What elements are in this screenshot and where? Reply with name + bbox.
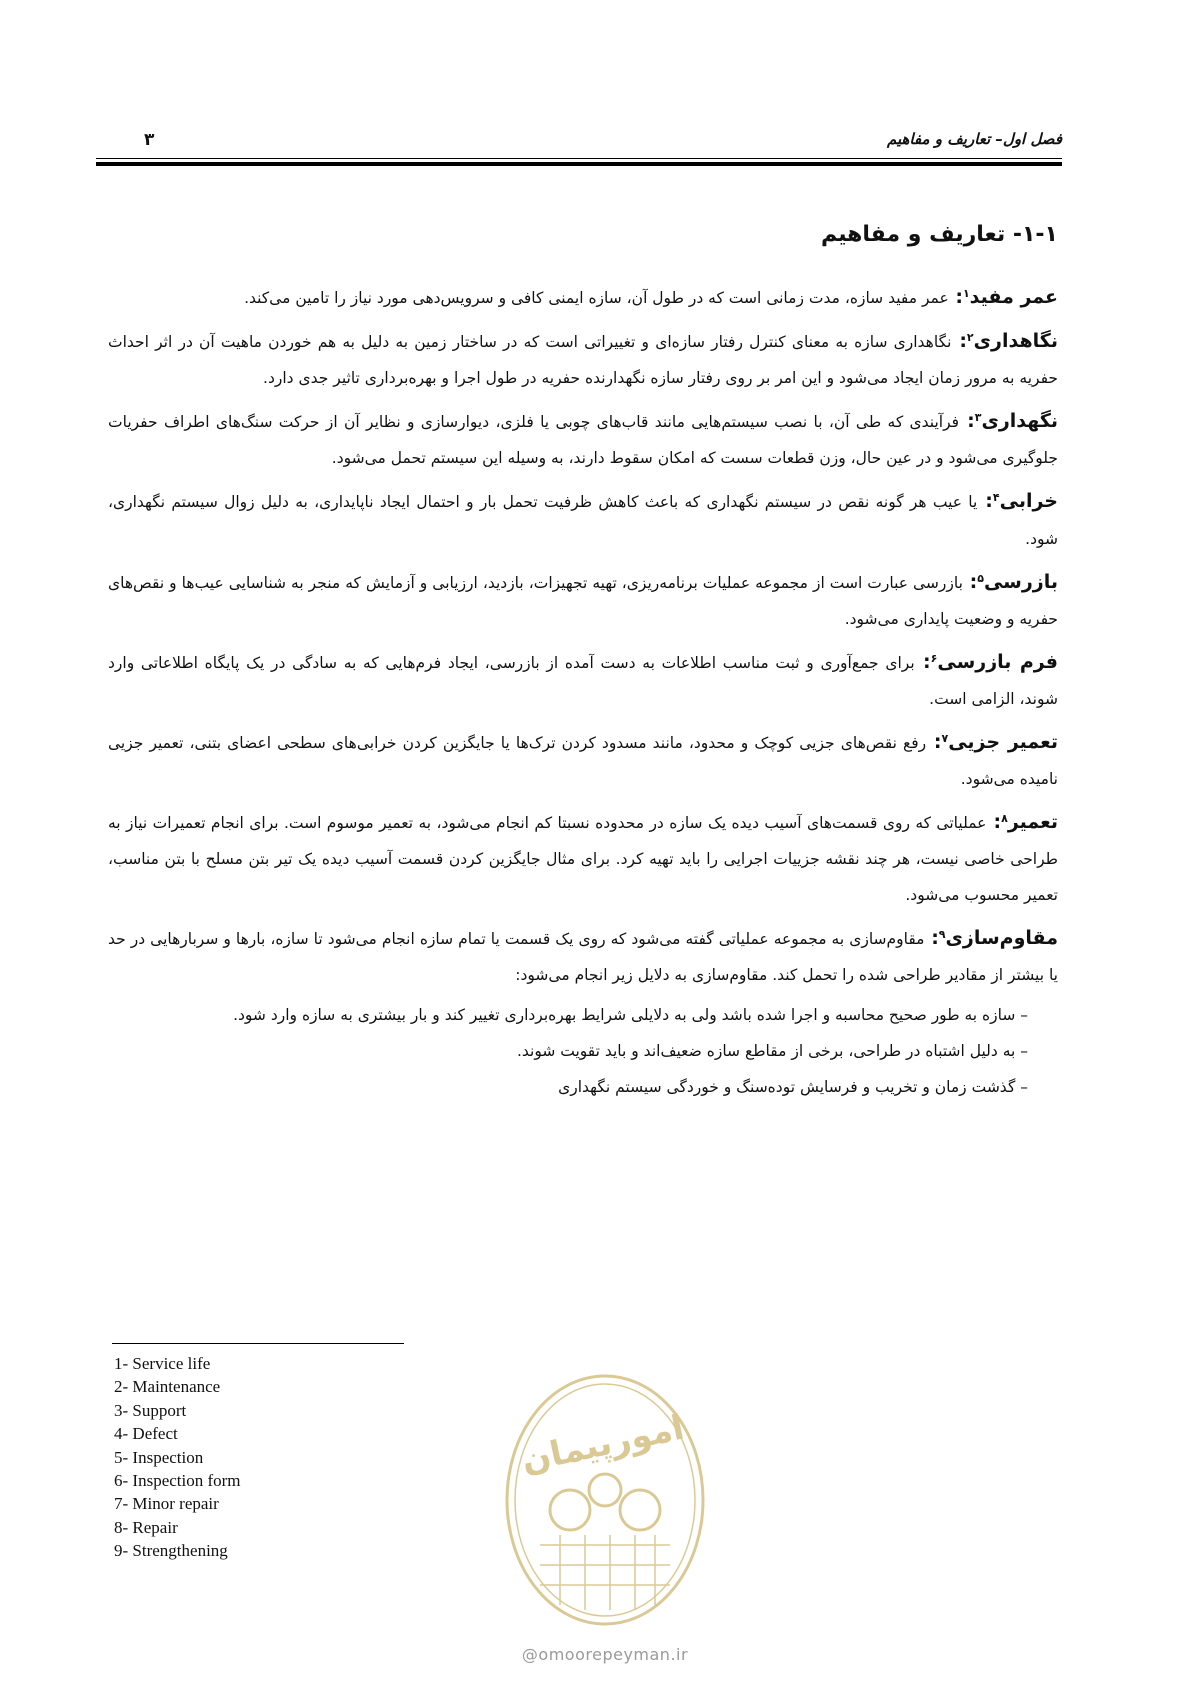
- term-name: نگاهداری: [973, 330, 1058, 353]
- main-content: [108, 220, 1058, 1105]
- term-definition: مقاوم‌سازی به مجموعه عملیاتی گفته می‌شود که روی یک قسمت یا تمام سازه انجام می‌شود تا سازه، بارها و سربارهایی در حد یا بیشتر از مقادیر طراحی شده را تحمل کند. مقاوم‌سازی به دلایل زیر انجام می‌شود:: [108, 930, 1058, 985]
- list-item: – سازه به طور صحیح محاسبه و اجرا شده باشد ولی به دلایلی شرایط بهره‌برداری تغییر کند و بار بیشتری به سازه وارد شود.: [233, 1006, 1028, 1025]
- definition-paragraph: نگاهداری$^۲$: نگاهداری سازه به معنای کنترل رفتار سازه‌ای و تغییراتی است که در ساختار زمین به دلیل به هم خوردن ماهیت آن در اثر احداث حفریه به مرور زمان ایجاد می‌شود و این امر بر روی رفتار سازه نگهدارنده حفریه در طول اجرا و بهره‌برداری تاثیر جدی دارد.: [108, 330, 1058, 388]
- definition-paragraph: فرم بازرسی$^۶$: برای جمع‌آوری و ثبت مناسب اطلاعات به دست آمده از بازرسی، ایجاد فرم‌هایی که به سادگی در یک پایگاه اطلاعاتی وارد شوند، الزامی است.: [108, 650, 1059, 708]
- footnote-ref: ۷: [941, 731, 949, 745]
- footnote-item: 6- Inspection form: [114, 1471, 241, 1491]
- footnote-ref: ۱: [962, 287, 970, 300]
- term-name: خرابی: [999, 490, 1058, 513]
- footnote-item: 2- Maintenance: [114, 1377, 221, 1397]
- term-name: مقاوم‌سازی: [945, 927, 1058, 950]
- strengthening-reasons-list: [108, 997, 1058, 1105]
- term-name: فرم بازرسی: [937, 650, 1059, 673]
- footnote-item: 3- Support: [114, 1400, 187, 1420]
- term-definition: برای جمع‌آوری و ثبت مناسب اطلاعات به دست آمده از بازرسی، ایجاد فرم‌هایی که به سادگی در یک پایگاه اطلاعاتی وارد شوند، الزامی است.: [108, 653, 1058, 708]
- term-definition: عملیاتی که روی قسمت‌های آسیب دیده یک سازه در محدوده نسبتا کم انجام می‌شود، به تعمیر موسوم است. برای انجام تعمیرات نیاز به طراحی خاصی نیست، هر چند نقشه جزییات اجرایی را باید تهیه کرد. برای مثال جایگزین کردن قسمت آسیب دیده یک تیر بتن مسلح با بتن مناسب، تعمیر محسوب می‌شود.: [108, 814, 1058, 905]
- definition-paragraph: خرابی$^۴$: یا عیب هر گونه نقص در سیستم نگهداری که باعث کاهش ظرفیت تحمل بار و احتمال ایجاد ناپایداری، به دلیل زوال سیستم نگهداری، شود.: [108, 490, 1058, 548]
- term-name: بازرسی: [983, 570, 1058, 593]
- footnote-ref: ۸: [1001, 812, 1008, 826]
- seal-text: امورپیمان: [517, 1407, 688, 1481]
- footnote-ref: ۵: [977, 571, 984, 585]
- definition-paragraph: تعمیر$^۸$: عملیاتی که روی قسمت‌های آسیب دیده یک سازه در محدوده نسبتا کم انجام می‌شود، به تعمیر موسوم است. برای انجام تعمیرات نیاز به طراحی خاصی نیست، هر چند نقشه جزییات اجرایی را باید تهیه کرد. برای مثال جایگزین کردن قسمت آسیب دیده یک تیر بتن مسلح با بتن مناسب، تعمیر محسوب می‌شود.: [108, 811, 1058, 905]
- list-item: – به دلیل اشتباه در طراحی، برخی از مقاطع سازه ضعیف‌اند و باید تقویت شوند.: [516, 1042, 1028, 1061]
- footnote-ref: ۳: [974, 411, 982, 425]
- footnote-item: 4- Defect: [114, 1424, 178, 1444]
- footnote-item: 8- Repair: [114, 1517, 178, 1537]
- header-rule-thick: [96, 162, 1062, 166]
- definition-paragraph: تعمیر جزیی$^۷$: رفع نقص‌های جزیی کوچک و محدود، مانند مسدود کردن ترک‌ها یا جایگزین کردن خرابی‌های سطحی اعضای بتنی، تعمیر جزیی نامیده می‌شود.: [108, 731, 1059, 789]
- term-definition: نگاهداری سازه به معنای کنترل رفتار سازه‌ای و تغییراتی است که در ساختار زمین به دلیل به هم خوردن ماهیت آن در اثر احداث حفریه به مرور زمان ایجاد می‌شود و این امر بر روی رفتار سازه نگهدارنده حفریه در طول اجرا و بهره‌برداری تاثیر جدی دارد.: [108, 333, 1058, 388]
- footnote-ref: ۹: [938, 928, 946, 942]
- term-name: تعمیر جزیی: [948, 731, 1059, 754]
- footnote-ref: ۶: [930, 651, 938, 665]
- seal-watermark: [500, 1370, 710, 1630]
- term-definition: رفع نقص‌های جزیی کوچک و محدود، مانند مسدود کردن ترک‌ها یا جایگزین کردن خرابی‌های سطحی اعضای بتنی، تعمیر جزیی نامیده می‌شود.: [108, 734, 1058, 789]
- footnote-ref: ۲: [966, 331, 974, 345]
- term-definition: بازرسی عبارت است از مجموعه عملیات برنامه‌ریزی، تهیه تجهیزات، بازدید، ارزیابی و آزمایش که منجر به شناسایی عیب‌ها و نقص‌های حفریه و وضعیت پایداری می‌شود.: [108, 573, 1058, 628]
- header-rule-thin: [96, 158, 1062, 159]
- definition-paragraph: نگهداری$^۳$: فرآیندی که طی آن، با نصب سیستم‌هایی مانند قاب‌های چوبی یا فلزی، دیوارسازی و نظایر آن از حرکت سنگ‌های اطراف حفریات جلوگیری می‌شود و در عین حال، وزن قطعات سست که امکان سقوط دارند، به وسیله این سیستم تحمل می‌شود.: [108, 410, 1059, 468]
- definition-paragraph: مقاوم‌سازی$^۹$: مقاوم‌سازی به مجموعه عملیاتی گفته می‌شود که روی یک قسمت یا تمام سازه انجام می‌شود تا سازه، بارها و سربارهایی در حد یا بیشتر از مقادیر طراحی شده را تحمل کند. مقاوم‌سازی به دلایل زیر انجام می‌شود:: [108, 927, 1058, 985]
- footnote-item: 9- Strengthening: [114, 1541, 228, 1561]
- footnote-item: 1- Service life: [114, 1354, 211, 1373]
- term-name: تعمیر: [1007, 811, 1058, 834]
- page-number: ۳: [144, 130, 155, 150]
- list-item: – گذشت زمان و تخریب و فرسایش توده‌سنگ و خوردگی سیستم نگهداری: [558, 1078, 1028, 1097]
- term-name: عمر مفید: [969, 286, 1058, 309]
- footnote-ref: ۴: [992, 491, 1000, 505]
- term-definition: یا عیب هر گونه نقص در سیستم نگهداری که باعث کاهش ظرفیت تحمل بار و احتمال ایجاد ناپایداری، به دلیل زوال سیستم نگهداری، شود.: [108, 493, 1058, 548]
- watermark-url: @omoorepeyman.ir: [521, 1645, 689, 1664]
- page-header: [96, 130, 1062, 160]
- footnote-item: 5- Inspection: [114, 1447, 204, 1467]
- term-definition: عمر مفید سازه، مدت زمانی است که در طول آن، سازه ایمنی کافی و سرویس‌دهی مورد نیاز را تامین می‌کند.: [244, 289, 949, 308]
- term-definition: فرآیندی که طی آن، با نصب سیستم‌هایی مانند قاب‌های چوبی یا فلزی، دیوارسازی و نظایر آن از حرکت سنگ‌های اطراف حفریات جلوگیری می‌شود و در عین حال، وزن قطعات سست که امکان سقوط دارند، به وسیله این سیستم تحمل می‌شود.: [108, 413, 1058, 468]
- chapter-title: فصل اول– تعاریف و مفاهیم: [886, 130, 1062, 148]
- definition-paragraph: بازرسی$^۵$: بازرسی عبارت است از مجموعه عملیات برنامه‌ریزی، تهیه تجهیزات، بازدید، ارزیابی و آزمایش که منجر به شناسایی عیب‌ها و نقص‌های حفریه و وضعیت پایداری می‌شود.: [108, 570, 1058, 628]
- section-heading: ۱-۱- تعاریف و مفاهیم: [820, 222, 1058, 247]
- definitions-list: [108, 276, 1058, 993]
- footnote-separator: [112, 1343, 404, 1344]
- term-name: نگهداری: [981, 410, 1059, 433]
- definition-paragraph: عمر مفید$^۱$: عمر مفید سازه، مدت زمانی است که در طول آن، سازه ایمنی کافی و سرویس‌دهی مورد نیاز را تامین می‌کند.: [244, 286, 1058, 309]
- footnote-item: 7- Minor repair: [114, 1494, 219, 1514]
- footnotes: [114, 1352, 241, 1563]
